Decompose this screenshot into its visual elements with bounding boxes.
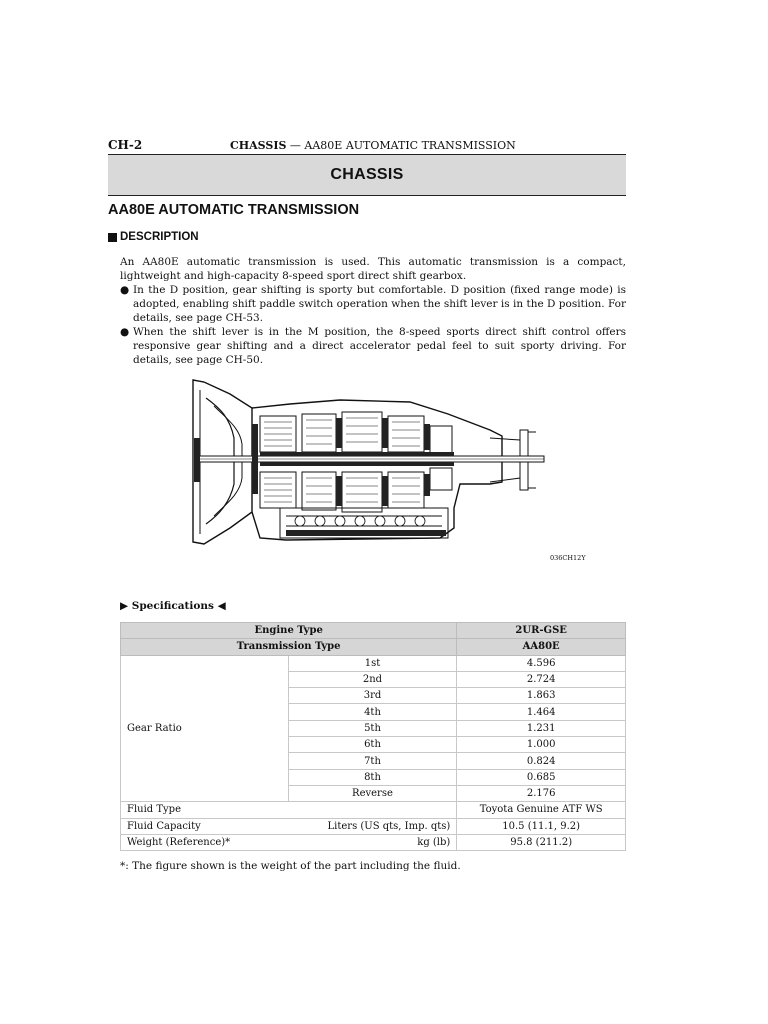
ratio-cell: 2.176 [457, 785, 626, 801]
gear-cell: 6th [288, 737, 457, 753]
description-heading-text: DESCRIPTION [120, 231, 199, 243]
gear-cell: Reverse [288, 785, 457, 801]
running-head-topic: — AA80E AUTOMATIC TRANSMISSION [286, 139, 516, 152]
bullet-dot-icon: ● [120, 326, 130, 338]
gear-cell: 4th [288, 704, 457, 720]
running-head-section: CHASSIS [230, 139, 287, 152]
ratio-cell: 1.000 [457, 737, 626, 753]
gear-ratio-label: Gear Ratio [121, 655, 289, 802]
description-bullet-text: In the D position, gear shifting is sporty but comfortable. D position (fixed range mode) is adopted, enabling shift paddle switch operation when the shift lever is in the D position. For details, see page CH-53. [133, 284, 626, 324]
table-row [121, 655, 626, 671]
gear-cell: 8th [288, 769, 457, 785]
description-bullet-text: When the shift lever is in the M position, the 8-speed sports direct shift control offers responsive gear shifting and a direct accelerator pedal feel to suit sporty driving. For details, see page CH-50. [133, 326, 626, 366]
weight-value: 95.8 (211.2) [457, 834, 626, 850]
gear-cell: 2nd [288, 671, 457, 687]
engine-type-value: 2UR-GSE [457, 623, 626, 639]
ratio-cell: 1.464 [457, 704, 626, 720]
ratio-cell: 1.863 [457, 688, 626, 704]
section-band [108, 155, 626, 196]
transmission-type-label: Transmission Type [121, 639, 457, 655]
description-intro: An AA80E automatic transmission is used. This automatic transmission is a compact, lightweight and high-capacity 8-speed sport direct shift gearbox. [120, 256, 626, 282]
gear-cell: 3rd [288, 688, 457, 704]
table-row [121, 623, 626, 639]
figure-code: 036CH12Y [550, 554, 586, 562]
specifications-label-text: Specifications [131, 600, 214, 612]
description-body [120, 255, 626, 367]
fluid-capacity-label: Fluid Capacity [127, 820, 201, 832]
ratio-cell: 2.724 [457, 671, 626, 687]
weight-label: Weight (Reference)* [127, 837, 231, 848]
description-bullet [120, 325, 626, 367]
table-row [121, 802, 626, 818]
ratio-cell: 4.596 [457, 655, 626, 671]
page-title: AA80E AUTOMATIC TRANSMISSION [108, 202, 360, 218]
ratio-cell: 0.685 [457, 769, 626, 785]
section-title: CHASSIS [330, 166, 404, 183]
table-row [121, 818, 626, 834]
engine-type-label: Engine Type [121, 623, 457, 639]
specifications-label: ▶ Specifications ◀ [120, 600, 226, 612]
fluid-type-value: Toyota Genuine ATF WS [457, 802, 626, 818]
fluid-capacity-cell [121, 818, 457, 834]
gear-cell: 7th [288, 753, 457, 769]
weight-unit: kg (lb) [417, 837, 451, 848]
square-bullet-icon [108, 233, 117, 242]
footnote: *: The figure shown is the weight of the part including the fluid. [120, 860, 461, 872]
ratio-cell: 0.824 [457, 753, 626, 769]
description-heading [108, 231, 199, 243]
running-head [230, 139, 516, 152]
bullet-dot-icon: ● [120, 284, 130, 296]
gear-cell: 5th [288, 720, 457, 736]
page-number: CH-2 [108, 138, 143, 152]
table-row [121, 639, 626, 655]
specifications-table [120, 622, 626, 851]
weight-cell [121, 834, 457, 850]
description-bullets [120, 283, 626, 367]
table-row [121, 834, 626, 850]
gear-cell: 1st [288, 655, 457, 671]
description-bullet [120, 283, 626, 325]
fluid-capacity-value: 10.5 (11.1, 9.2) [457, 818, 626, 834]
fluid-type-label: Fluid Type [121, 802, 457, 818]
transmission-type-value: AA80E [457, 639, 626, 655]
transmission-cutaway-figure [190, 378, 546, 548]
ratio-cell: 1.231 [457, 720, 626, 736]
fluid-capacity-unit: Liters (US qts, Imp. qts) [327, 820, 451, 832]
